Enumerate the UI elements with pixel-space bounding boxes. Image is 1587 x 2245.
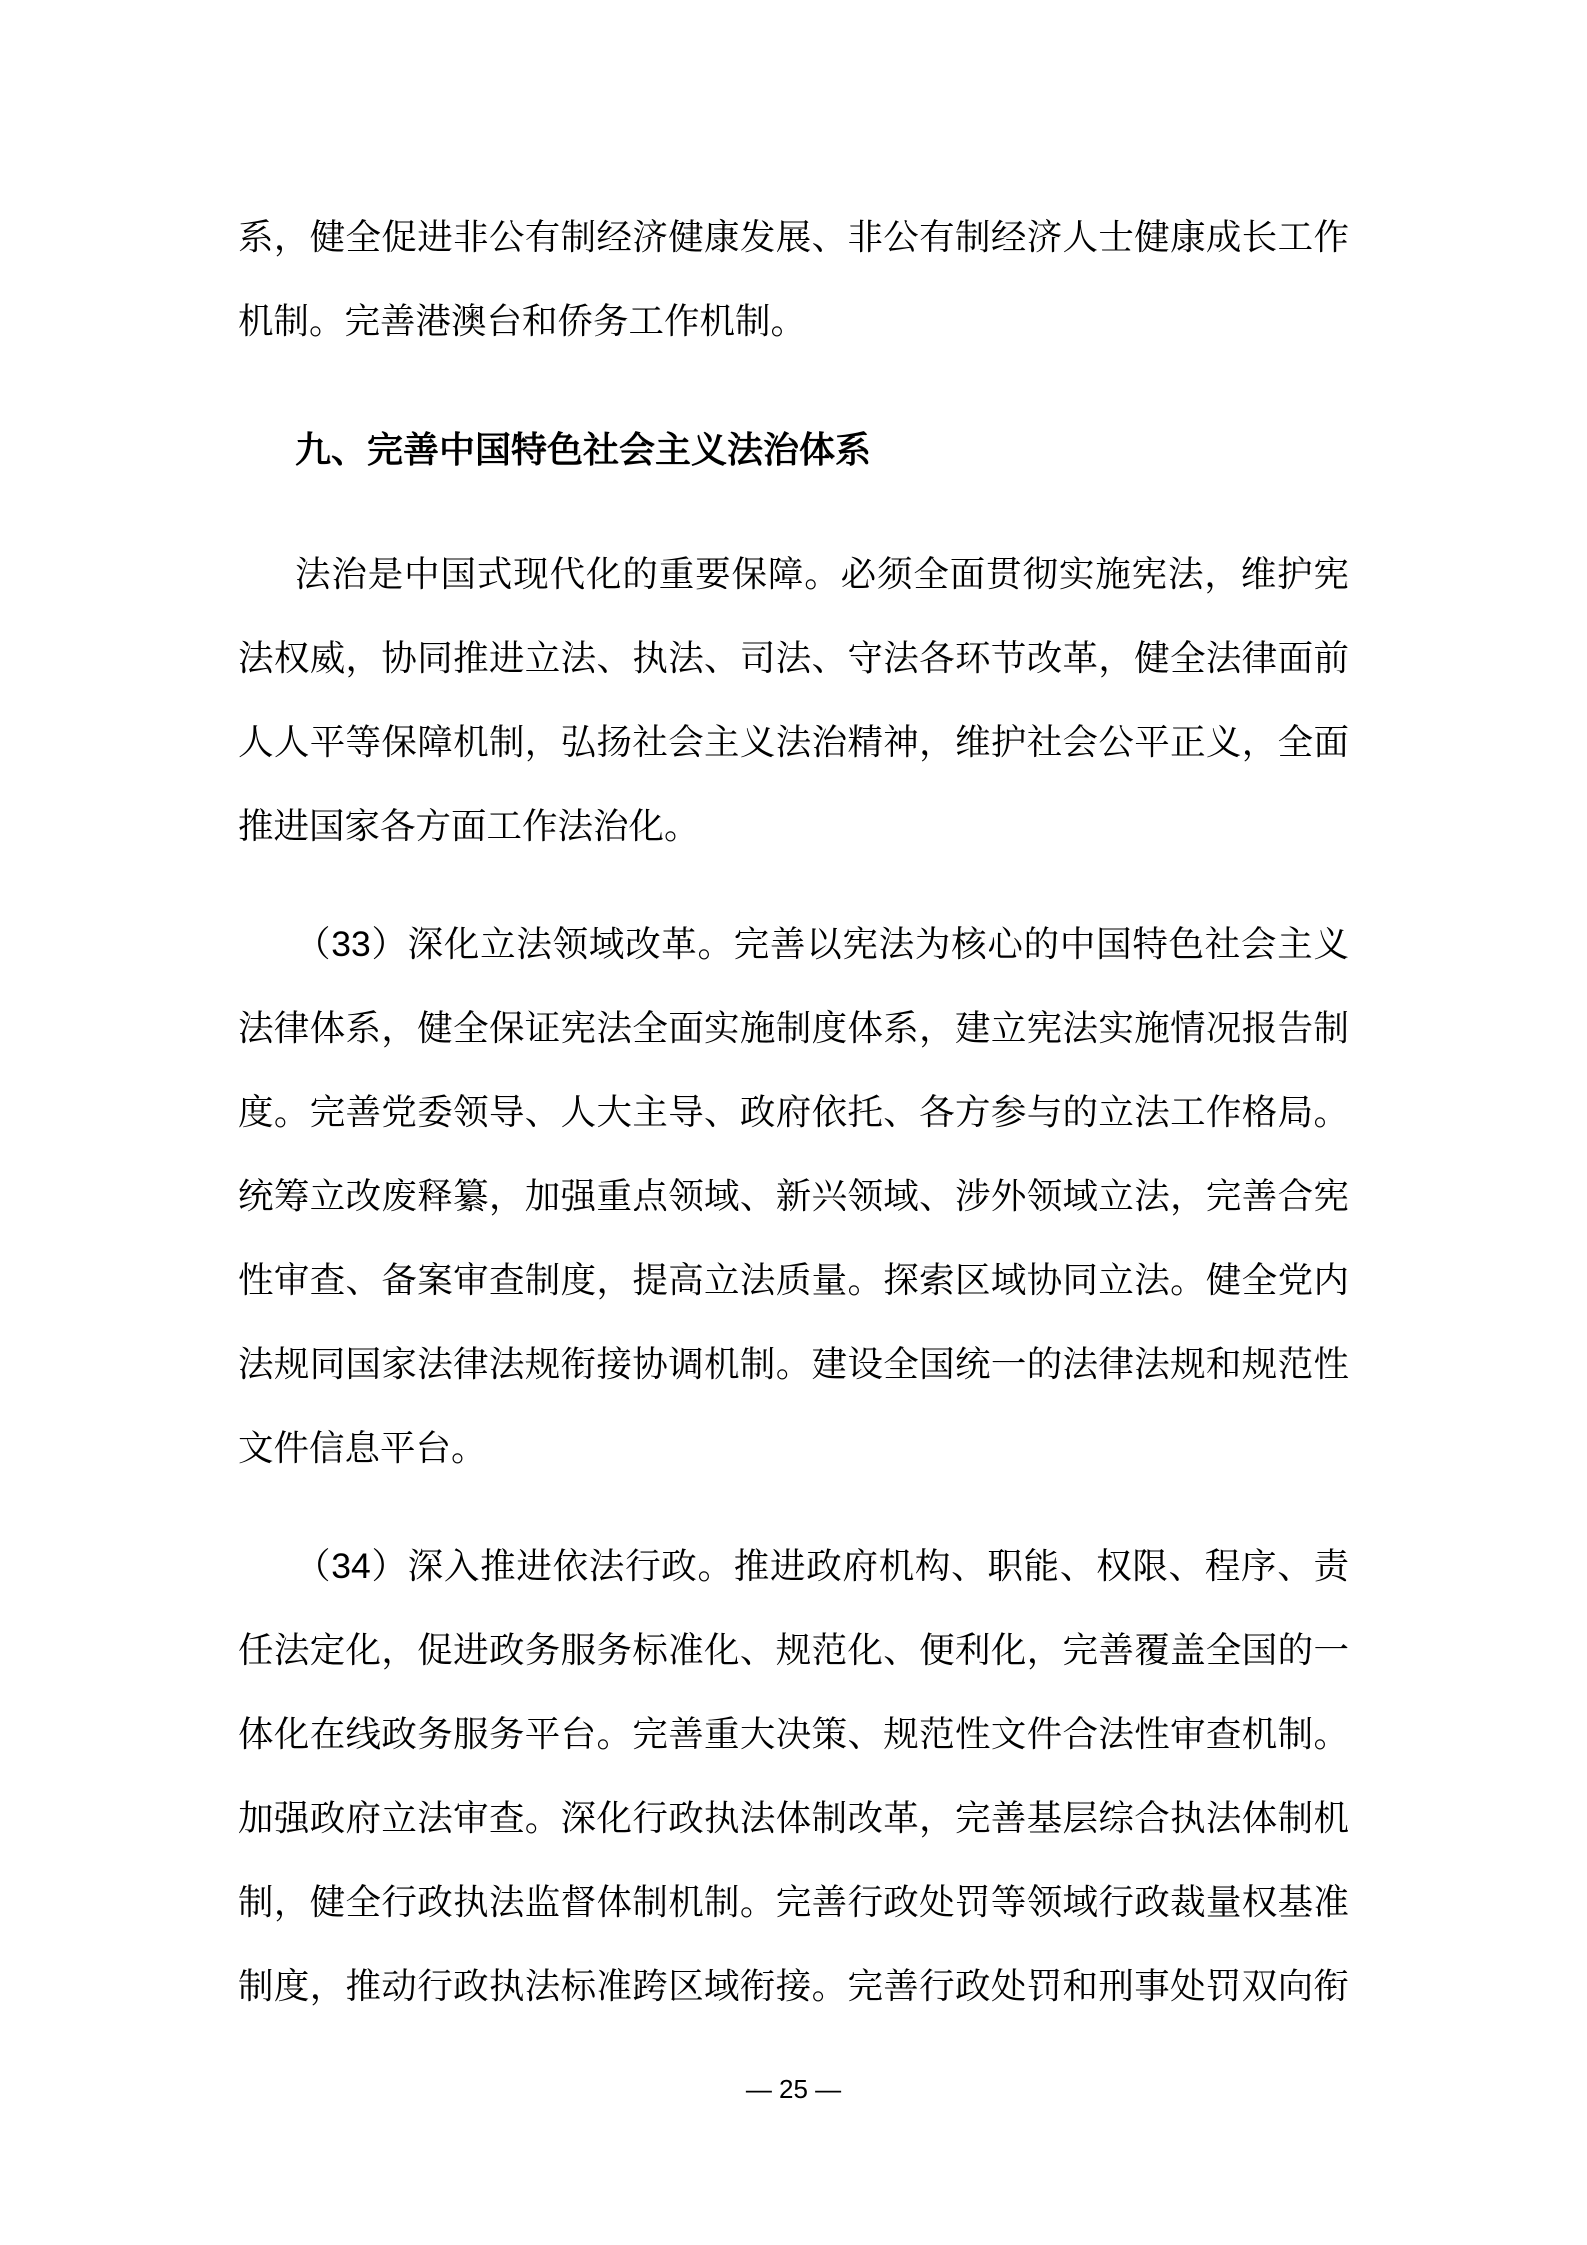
intro-paragraph (238, 532, 1349, 868)
document-body (238, 195, 1349, 2028)
text-line: 法权威，协同推进立法、执法、司法、守法各环节改革，健全法律面前 (238, 638, 1349, 678)
item-34-paragraph (238, 1524, 1349, 2028)
text-line: 法规同国家法律法规衔接协调机制。建设全国统一的法律法规和规范性 (238, 1344, 1349, 1384)
text-line: 推进国家各方面工作法治化。 (238, 806, 700, 846)
text-line: 任法定化，促进政务服务标准化、规范化、便利化，完善覆盖全国的一 (238, 1630, 1349, 1670)
item-33-paragraph (238, 902, 1349, 1490)
text-line: 法律体系，健全保证宪法全面实施制度体系，建立宪法实施情况报告制 (238, 1008, 1349, 1048)
text-line: 法治是中国式现代化的重要保障。必须全面贯彻实施宪法，维护宪 (295, 554, 1349, 594)
text-line: 统筹立改废释纂，加强重点领域、新兴领域、涉外领域立法，完善合宪 (238, 1176, 1349, 1216)
text-line: 机制。完善港澳台和侨务工作机制。 (238, 301, 807, 341)
text-line: 文件信息平台。 (238, 1428, 487, 1468)
text-line: 性审查、备案审查制度，提高立法质量。探索区域协同立法。健全党内 (238, 1260, 1349, 1300)
paragraph-continuation (238, 195, 1349, 363)
text-line: 制，健全行政执法监督体制机制。完善行政处罚等领域行政裁量权基准 (238, 1882, 1349, 1922)
page-footer (0, 2072, 1587, 2106)
text-line: （34）深入推进依法行政。推进政府机构、职能、权限、程序、责 (295, 1546, 1349, 1586)
text-line: 制度，推动行政执法标准跨区域衔接。完善行政处罚和刑事处罚双向衔 (238, 1966, 1349, 2006)
text-line: 人人平等保障机制，弘扬社会主义法治精神，维护社会公平正义，全面 (238, 722, 1349, 762)
section-heading: 九、完善中国特色社会主义法治体系 (295, 429, 872, 470)
text-line: 度。完善党委领导、人大主导、政府依托、各方参与的立法工作格局。 (238, 1092, 1349, 1132)
text-line: 加强政府立法审查。深化行政执法体制改革，完善基层综合执法体制机 (238, 1798, 1349, 1838)
text-line: 系，健全促进非公有制经济健康发展、非公有制经济人士健康成长工作 (238, 217, 1349, 257)
text-line: （33）深化立法领域改革。完善以宪法为核心的中国特色社会主义 (295, 924, 1349, 964)
page-number: — 25 — (745, 2074, 842, 2104)
text-line: 体化在线政务服务平台。完善重大决策、规范性文件合法性审查机制。 (238, 1714, 1349, 1754)
